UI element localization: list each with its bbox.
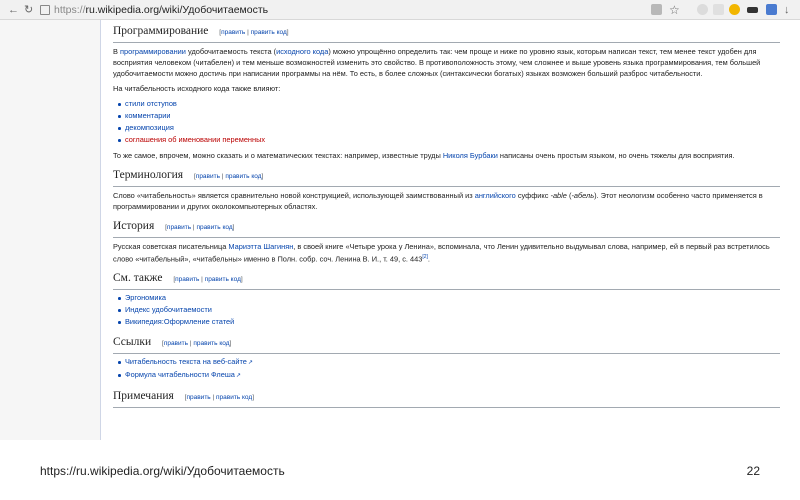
section-title: История: [113, 220, 155, 232]
edit-links: [править | править код]: [219, 29, 289, 36]
section-title: Программирование: [113, 25, 209, 37]
edit-code-link[interactable]: править код: [196, 224, 233, 231]
left-sidebar: [0, 20, 100, 440]
paragraph: Русская советская писательница Мариэтта Шагинян, в своей книге «Четыре урока у Ленина», вспоминала, что Ленин удивительно выдумывал слова, например, ей в первый раз встретилось слово «читабельный», «читабельны» именно в Полн. собр. соч. Ленина В. И., т. 49, с. 443[2].: [113, 242, 770, 264]
paragraph: В программировании удобочитаемость текста (исходного кода) можно упрощённо определить так: чем проще и ниже по уровню язык, которым написан текст, тем менее текст удобен для восприятия человеком (читабелен) и тем меньше возможностей изменить это свойство. В противоположность этому, чем сложнее и выше уровень языка программирования, тем большей удобочитаемости можно достичь при написании программы на нём. То есть, в более сложных (синтаксически богатых) языках возможен больший разброс читабельности.: [113, 47, 761, 78]
browser-toolbar: [0, 0, 800, 20]
list-item: [125, 369, 780, 382]
download-icon[interactable]: ↓: [784, 4, 790, 16]
edit-links: [править | править код]: [165, 224, 235, 231]
url-path: ru.wikipedia.org/wiki/Удобочитаемость: [85, 4, 269, 16]
section-heading-see-also: [113, 271, 780, 290]
address-bar[interactable]: [54, 3, 694, 17]
external-links-list: [113, 356, 780, 382]
link-naming-conventions[interactable]: соглашения об именовании переменных: [125, 135, 266, 144]
edit-link[interactable]: править: [166, 224, 192, 231]
link-source-code[interactable]: исходного кода: [276, 47, 329, 56]
list-item: [125, 316, 780, 328]
list-item: [125, 134, 780, 146]
battery-icon[interactable]: [747, 7, 758, 13]
list-item: [125, 356, 780, 369]
link-shaginyan[interactable]: Мариэтта Шагинян: [228, 242, 294, 251]
footnote-ref[interactable]: [2]: [422, 254, 428, 260]
extension-icon[interactable]: [697, 4, 708, 15]
section-title: Примечания: [113, 390, 174, 403]
edit-link[interactable]: править: [175, 276, 200, 284]
url-protocol: https://: [54, 4, 86, 16]
link-programming[interactable]: программировании: [119, 47, 186, 56]
edit-links: [править | править код]: [193, 173, 264, 180]
slide-footer-url: https://ru.wikipedia.org/wiki/Удобочитаемость: [40, 464, 285, 478]
reader-mode-icon[interactable]: [651, 4, 662, 15]
factors-list: [113, 98, 780, 146]
link-comments[interactable]: комментарии: [125, 111, 171, 120]
edit-link[interactable]: править: [186, 394, 211, 402]
section-heading-programming: [113, 24, 780, 43]
back-icon[interactable]: ←: [8, 4, 19, 16]
page-viewport: [0, 20, 800, 440]
link-flesch-formula[interactable]: Формула читабельности Флеша ↗: [125, 370, 241, 379]
link-indent-styles[interactable]: стили отступов: [125, 99, 177, 108]
section-title: Ссылки: [113, 336, 152, 349]
edit-links: [править | править код]: [162, 340, 232, 348]
section-title: Терминология: [113, 169, 184, 181]
edit-code-link[interactable]: править код: [204, 276, 241, 284]
edit-links: [править | править код]: [173, 276, 243, 284]
link-english[interactable]: английского: [474, 191, 516, 200]
edit-code-link[interactable]: править код: [225, 173, 262, 180]
edit-link[interactable]: править: [195, 173, 220, 180]
paragraph: Слово «читабельность» является сравнительно новой конструкцией, использующей заимствованный из английского суффикс -able (-абель). Этот неологизм особенно часто применяется в программировании и других околокомпьютерных областях.: [113, 191, 763, 211]
edit-link[interactable]: править: [221, 29, 246, 36]
edit-code-link[interactable]: править код: [193, 340, 230, 348]
section-heading-terminology: [113, 168, 780, 187]
section-heading-notes: [113, 389, 780, 408]
list-item: [125, 292, 780, 304]
link-bourbaki[interactable]: Николя Бурбаки: [442, 151, 498, 160]
link-decomposition[interactable]: декомпозиция: [125, 123, 174, 132]
see-also-list: [113, 292, 780, 328]
list-item: [125, 304, 780, 316]
extension-icon[interactable]: [713, 4, 724, 15]
extension-icon[interactable]: [766, 4, 777, 15]
link-style-guide[interactable]: Википедия:Оформление статей: [125, 317, 235, 327]
paragraph: На читабельность исходного кода также влияют:: [113, 84, 281, 93]
edit-links: [править | править код]: [184, 394, 254, 402]
link-ergonomics[interactable]: Эргономика: [125, 293, 166, 303]
list-item: [125, 98, 780, 110]
paragraph: То же самое, впрочем, можно сказать и о математических текстах: например, известные труды Николя Бурбаки написаны очень простым языком, но очень тяжелы для восприятия.: [113, 151, 735, 160]
extension-icon[interactable]: [729, 4, 740, 15]
section-title: См. также: [113, 272, 163, 285]
slide-page-number: 22: [746, 464, 760, 478]
page-info-icon[interactable]: [40, 5, 50, 15]
reload-icon[interactable]: ↻: [24, 4, 34, 16]
link-web-readability[interactable]: Читабельность текста на веб-сайте ↗: [125, 357, 253, 366]
section-heading-history: [113, 219, 780, 238]
section-heading-links: [113, 335, 780, 354]
edit-code-link[interactable]: править код: [250, 29, 287, 36]
edit-link[interactable]: править: [163, 340, 189, 348]
link-readability-index[interactable]: Индекс удобочитаемости: [125, 305, 212, 315]
list-item: [125, 122, 780, 134]
bookmark-star-icon[interactable]: ☆: [669, 3, 680, 17]
list-item: [125, 110, 780, 122]
edit-code-link[interactable]: править код: [216, 394, 253, 402]
article-content: [100, 20, 790, 440]
